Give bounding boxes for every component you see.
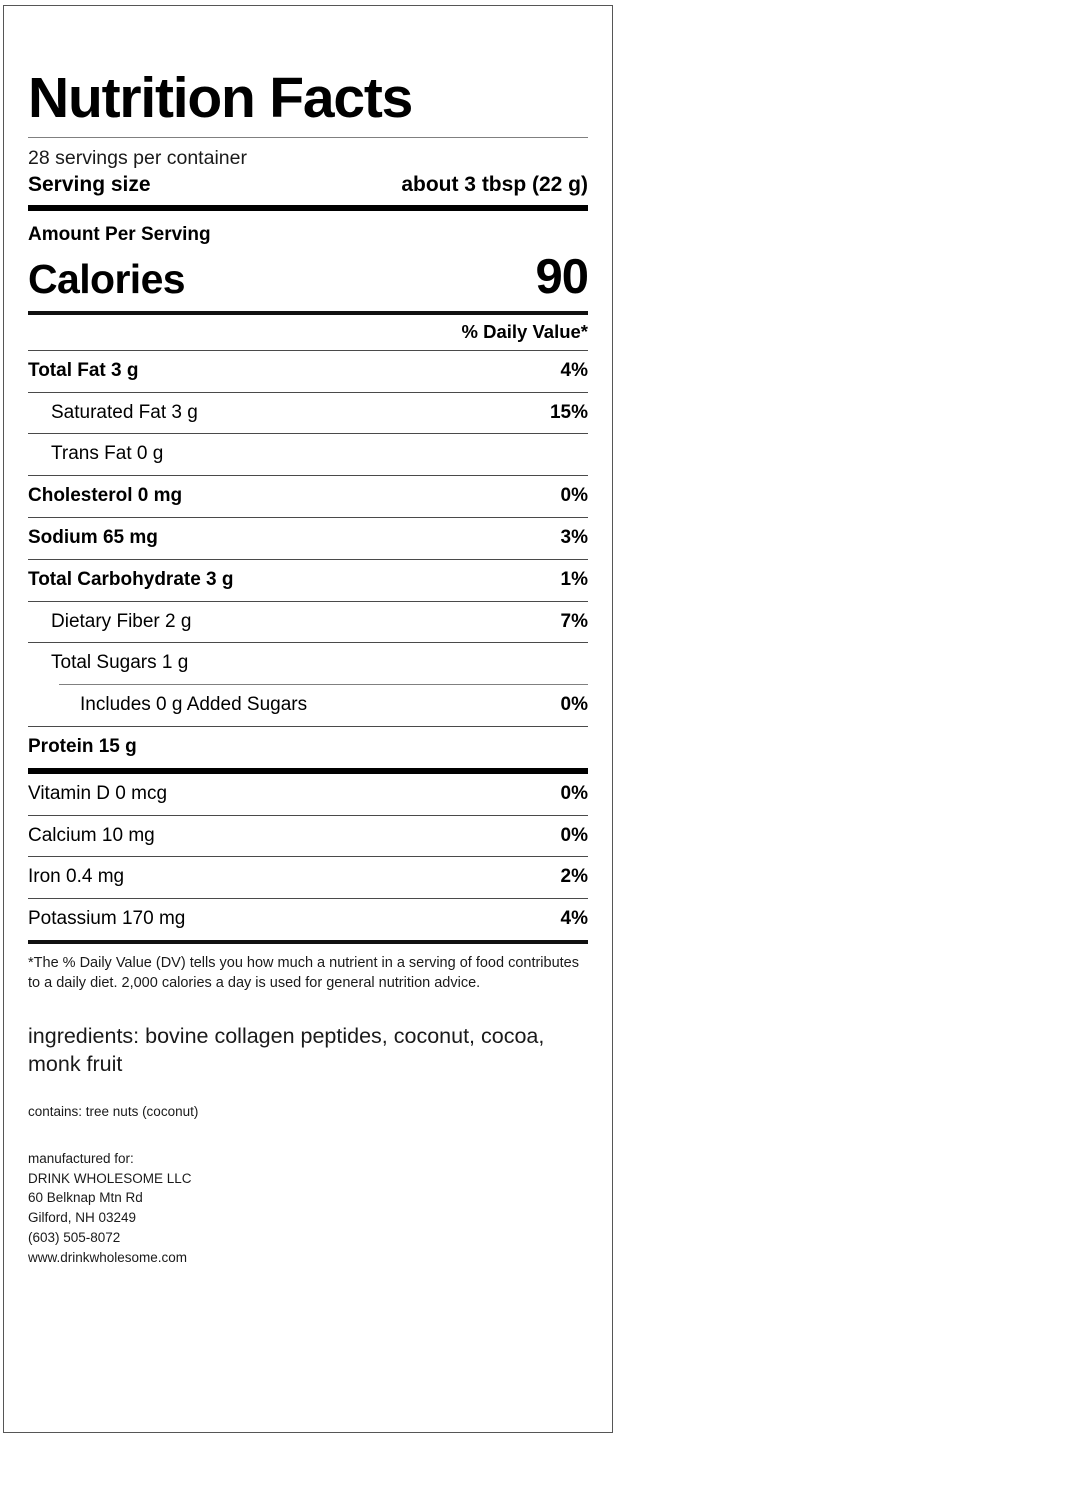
- nutrient-label: Total Sugars 1 g: [51, 652, 189, 674]
- nutrient-label: Dietary Fiber 2 g: [51, 610, 192, 632]
- manufacturer-street: 60 Belknap Mtn Rd: [28, 1190, 143, 1206]
- table-row: [28, 816, 588, 857]
- table-row: [28, 774, 588, 815]
- nutrient-dv: 3%: [560, 526, 588, 548]
- manufacturer-name: DRINK WHOLESOME LLC: [28, 1170, 192, 1186]
- manufacturer-website: www.drinkwholesome.com: [28, 1249, 188, 1265]
- nutrient-dv: 7%: [560, 610, 588, 632]
- table-row: [28, 351, 588, 392]
- vitamin-label: Iron 0.4 mg: [28, 866, 125, 888]
- vitamin-dv: 0%: [560, 824, 588, 846]
- table-row: [28, 685, 588, 726]
- vitamin-dv: 2%: [560, 866, 588, 888]
- serving-size-label: Serving size: [28, 173, 151, 197]
- nutrient-label: Total Carbohydrate 3 g: [28, 568, 234, 590]
- table-row: [28, 476, 588, 517]
- nutrient-label: Protein 15 g: [28, 735, 137, 757]
- page-title: Nutrition Facts: [28, 66, 413, 130]
- daily-value-footnote: *The % Daily Value (DV) tells you how much a nutrient in a serving of food contributes to a daily diet. 2,000 calories a day is used for general nutrition advice.: [28, 954, 579, 992]
- table-row: [28, 434, 588, 475]
- manufacturer-city-state-zip: Gilford, NH 03249: [28, 1210, 137, 1226]
- serving-size-row: [28, 171, 588, 205]
- table-row: [28, 727, 588, 768]
- manufacturer-block: [28, 1122, 588, 1268]
- nutrient-dv: 4%: [560, 359, 588, 381]
- ingredients-text: ingredients: bovine collagen peptides, coconut, cocoa, monk fruit: [28, 1024, 545, 1077]
- daily-value-header: % Daily Value*: [461, 320, 588, 342]
- calories-value: 90: [535, 250, 588, 305]
- vitamin-dv: 4%: [560, 908, 588, 930]
- allergen-contains-text: contains: tree nuts (coconut): [28, 1103, 199, 1119]
- table-row: [28, 899, 588, 940]
- manufacturer-line-1: manufactured for:: [28, 1150, 134, 1166]
- table-row: [28, 518, 588, 559]
- nutrient-label: Trans Fat 0 g: [51, 443, 164, 465]
- nutrient-label: Sodium 65 mg: [28, 526, 158, 548]
- vitamin-label: Potassium 170 mg: [28, 908, 186, 930]
- nutrient-dv: 15%: [549, 401, 588, 423]
- nutrient-label: Saturated Fat 3 g: [51, 401, 198, 423]
- table-row: [28, 560, 588, 601]
- calories-label: Calories: [28, 256, 185, 303]
- nutrient-dv: 1%: [560, 568, 588, 590]
- servings-per-container: 28 servings per container: [28, 147, 247, 169]
- vitamin-label: Calcium 10 mg: [28, 824, 155, 846]
- nutrient-dv: 0%: [560, 694, 588, 716]
- table-row: [28, 857, 588, 898]
- table-row: [28, 602, 588, 643]
- calories-row: [28, 248, 588, 310]
- manufacturer-phone: (603) 505-8072: [28, 1230, 121, 1246]
- nutrient-label: Cholesterol 0 mg: [28, 485, 183, 507]
- vitamin-label: Vitamin D 0 mcg: [28, 782, 168, 804]
- vitamin-dv: 0%: [560, 782, 588, 804]
- nutrient-label: Total Fat 3 g: [28, 359, 139, 381]
- table-row: [28, 393, 588, 434]
- amount-per-serving-label: Amount Per Serving: [28, 224, 211, 246]
- nutrient-label: Includes 0 g Added Sugars: [80, 694, 308, 716]
- nutrition-facts-panel: [3, 5, 613, 1433]
- table-row: [28, 643, 588, 684]
- serving-size-value: about 3 tbsp (22 g): [401, 173, 588, 197]
- nutrient-dv: 0%: [560, 485, 588, 507]
